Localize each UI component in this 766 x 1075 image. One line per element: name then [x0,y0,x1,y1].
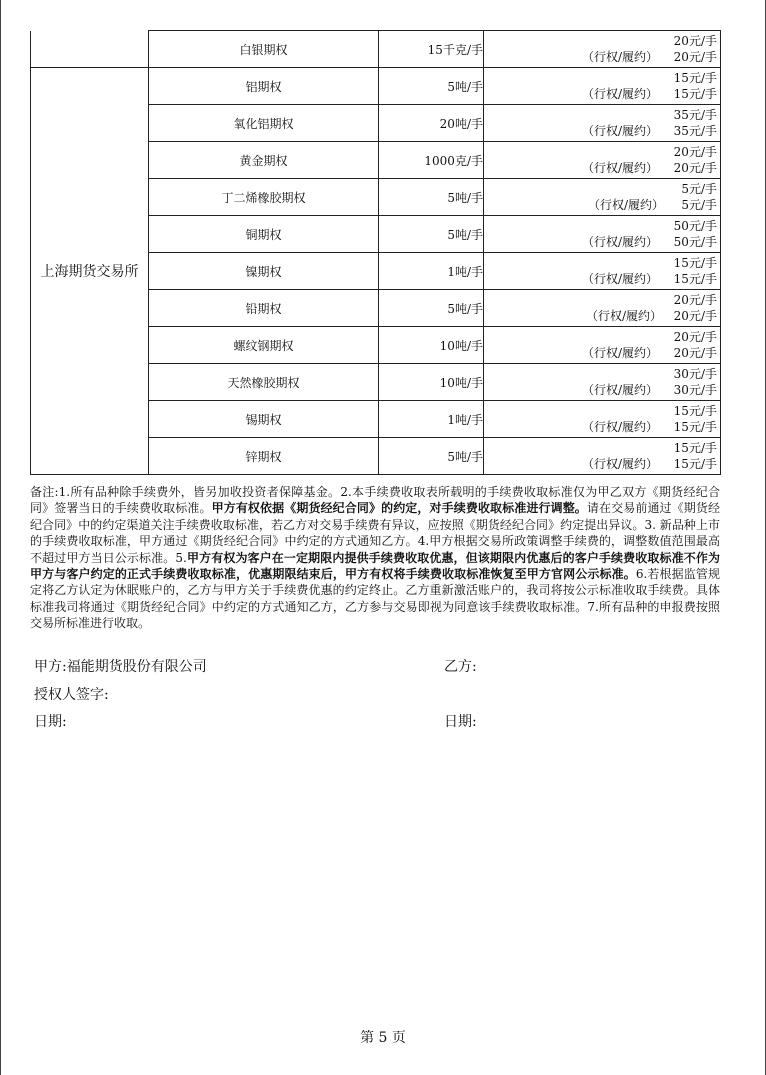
contract-unit: 5吨/手 [379,438,484,475]
fee-bottom-value: 15元/手 [673,420,717,434]
fee-mode-label: （行权/履约） [581,383,658,397]
contract-unit: 5吨/手 [379,216,484,253]
fee-mode-label: （行权/履约） [581,235,658,249]
fee-cell [484,179,721,216]
exchange-cell-continued [31,31,149,68]
product-name: 铅期权 [149,290,379,327]
fee-bottom-value: 20元/手 [673,346,717,360]
fee-cell [484,327,721,364]
remarks-bold-text: 甲方有权为客户在一定期限内提供手续费收取优惠，但该期限内优惠后的客户手续费收取标准不作为甲方与客户约定的正式手续费收取标准，优惠期限结束后，甲方有权将手续费收取标准恢复至甲方官网公示标准。 [30,550,720,582]
product-name: 铜期权 [149,216,379,253]
exchange-name: 上海期货交易所 [31,68,149,475]
fee-bottom-value: 50元/手 [673,235,717,249]
party-a-date-label: 日期: [34,714,67,730]
fee-cell [484,364,721,401]
fee-mode-label: （行权/履约） [581,420,658,434]
fee-table [30,30,721,475]
fee-mode-label: （行权/履约） [581,124,658,138]
product-name: 锡期权 [149,401,379,438]
fee-mode-label: （行权/履约） [581,161,658,175]
contract-unit: 10吨/手 [379,364,484,401]
fee-bottom-value: 35元/手 [673,124,717,138]
product-name: 天然橡胶期权 [149,364,379,401]
contract-unit: 1000克/手 [379,142,484,179]
fee-top-value: 15元/手 [673,404,717,418]
product-name: 铝期权 [149,68,379,105]
fee-mode-label: （行权/履约） [585,309,662,323]
remarks-bold-text: 甲方有权依据《期货经纪合同》的约定，对手续费收取标准进行调整。 [211,501,587,516]
fee-cell [484,68,721,105]
fee-bottom-value: 15元/手 [673,272,717,286]
table-row [31,68,721,105]
fee-bottom-value: 15元/手 [673,457,717,471]
contract-unit: 1吨/手 [379,401,484,438]
contract-unit: 5吨/手 [379,68,484,105]
fee-top-value: 15元/手 [673,441,717,455]
fee-cell [484,290,721,327]
product-name: 螺纹钢期权 [149,327,379,364]
page-number: 第 5 页 [360,1030,406,1046]
contract-unit: 15千克/手 [379,31,484,68]
fee-cell [484,401,721,438]
fee-mode-label: （行权/履约） [581,50,658,64]
product-name: 黄金期权 [149,142,379,179]
fee-cell [484,438,721,475]
product-name: 镍期权 [149,253,379,290]
contract-unit: 10吨/手 [379,327,484,364]
fee-top-value: 20元/手 [673,330,717,344]
party-b-date-label: 日期: [444,714,477,730]
fee-top-value: 35元/手 [673,108,717,122]
fee-top-value: 30元/手 [673,367,717,381]
fee-mode-label: （行权/履约） [581,87,658,101]
fee-bottom-value: 5元/手 [681,198,717,212]
fee-mode-label: （行权/履约） [587,198,664,212]
fee-cell [484,105,721,142]
contract-unit: 20吨/手 [379,105,484,142]
contract-unit: 5吨/手 [379,290,484,327]
fee-cell [484,253,721,290]
fee-top-value: 5元/手 [681,182,717,196]
party-b-label: 乙方: [444,659,477,675]
contract-unit: 5吨/手 [379,179,484,216]
fee-cell [484,142,721,179]
fee-top-value: 50元/手 [673,219,717,233]
fee-cell [484,31,721,68]
fee-top-value: 20元/手 [673,293,717,307]
table-row [31,31,721,68]
remarks-text: 请在交易前通过《期货经纪合同》中的约定渠道关注手续费收取标准，若乙方对交易手续费有异议，应按照《期货经纪合同》约定提出异议。3. 新品种上市的手续费收取标准，甲方通过《期货经纪合同》中约定的方式通知乙方。4.甲方根据交易所政策调整手续费的，调整数值范围最高不超过甲方当日公示标准。5. [30,501,720,565]
remarks-paragraph [30,484,720,632]
remarks-text: 6.若根据监管规定将乙方认定为休眠账户的，乙方与甲方关于手续费优惠的约定终止。乙方重新激活账户的，我司将按公示标准收取手续费。具体标准我司将通过《期货经纪合同》中约定的方式通知乙方，乙方参与交易即视为同意该手续费收取标准。7.所有品种的申报费按照交易所标准进行收取。 [30,567,720,631]
fee-top-value: 15元/手 [673,256,717,270]
fee-mode-label: （行权/履约） [581,272,658,286]
fee-bottom-value: 15元/手 [673,87,717,101]
authorized-signature-label: 授权人签字: [34,687,109,703]
product-name: 氧化铝期权 [149,105,379,142]
fee-bottom-value: 30元/手 [673,383,717,397]
fee-top-value: 20元/手 [673,34,717,48]
fee-mode-label: （行权/履约） [581,346,658,360]
party-a-label: 甲方:福能期货股份有限公司 [34,659,207,675]
product-name: 白银期权 [149,31,379,68]
fee-bottom-value: 20元/手 [673,50,717,64]
product-name: 锌期权 [149,438,379,475]
remarks-text: 备注:1.所有品种除手续费外，皆另加收投资者保障基金。2.本手续费收取表所载明的手续费收取标准仅为甲乙双方《期货经纪合同》签署当日的手续费收取标准。 [30,485,720,516]
product-name: 丁二烯橡胶期权 [149,179,379,216]
fee-mode-label: （行权/履约） [581,457,658,471]
contract-unit: 1吨/手 [379,253,484,290]
fee-top-value: 20元/手 [673,145,717,159]
fee-bottom-value: 20元/手 [673,309,717,323]
fee-top-value: 15元/手 [673,71,717,85]
fee-bottom-value: 20元/手 [673,161,717,175]
page-border-left [0,0,1,1075]
fee-cell [484,216,721,253]
